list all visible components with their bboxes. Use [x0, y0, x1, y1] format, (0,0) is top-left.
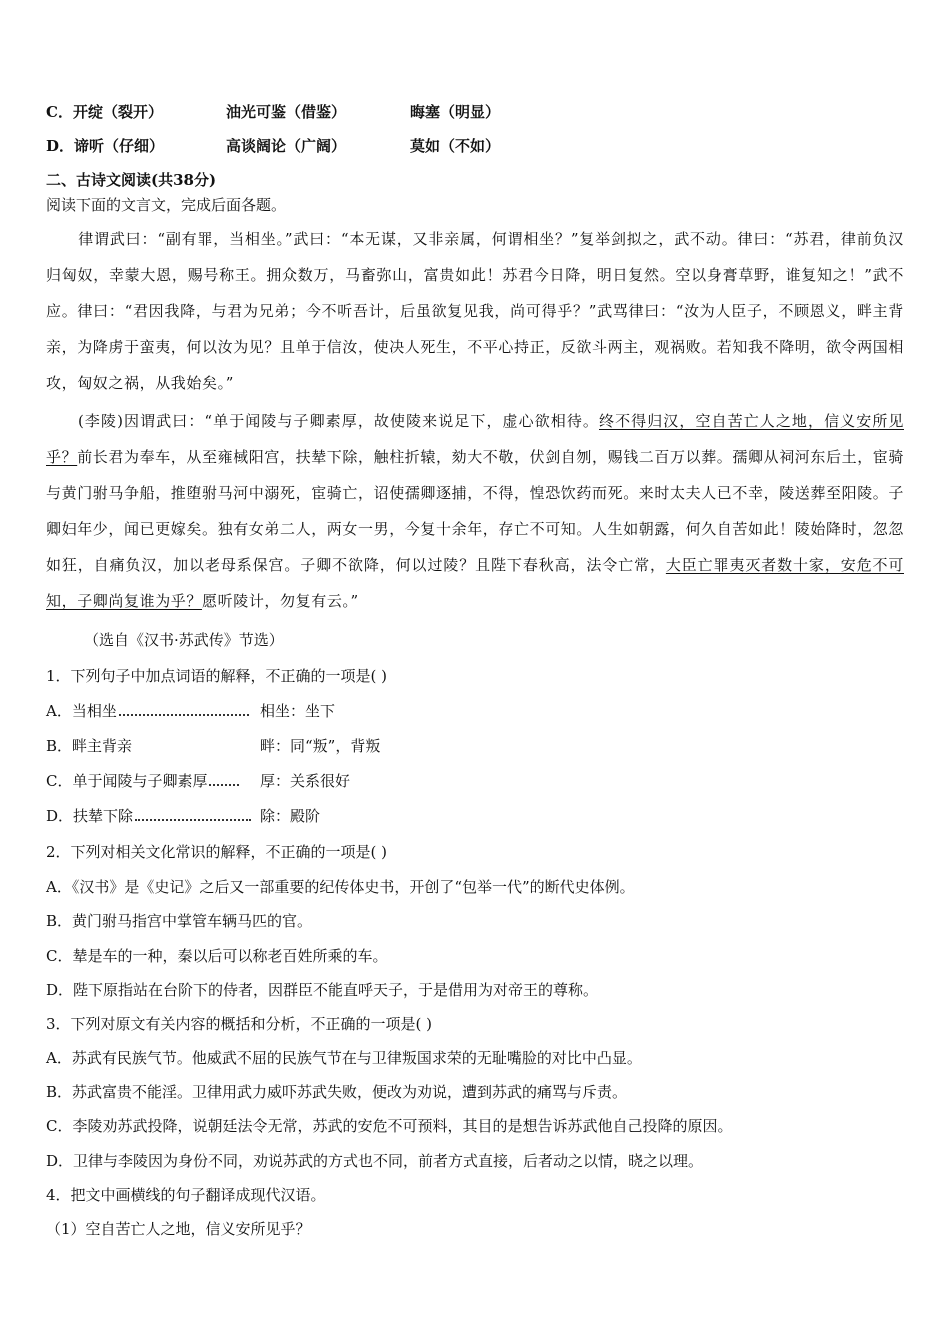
option-text: B．畔主背亲 — [46, 737, 133, 755]
question-1-option-a — [46, 701, 336, 721]
question-1-option-c — [46, 771, 351, 791]
option-key: 相坐：坐下 — [260, 702, 336, 720]
question-3-option-c: C．李陵劝苏武投降，说朝廷法令无常，苏武的安危不可预料，其目的是想告诉苏武他自己投降的原因。 — [46, 1117, 733, 1135]
option-c-word3: 晦塞（明显） — [410, 103, 501, 121]
option-key: 除：殿阶 — [260, 807, 321, 825]
question-2-option-c: C．辇是车的一种，秦以后可以称老百姓所乘的车。 — [46, 947, 388, 965]
emphasis-dots — [119, 710, 249, 716]
option-d-word1: D．谛听（仔细） — [46, 137, 165, 155]
passage-2-text-c: 愿听陵计，勿复有云。” — [202, 592, 359, 610]
emphasis-dots — [135, 815, 251, 821]
question-1-option-d — [46, 806, 321, 826]
question-2-option-a: A．《汉书》是《史记》之后又一部重要的纪传体史书，开创了“包举一代”的断代史体例。 — [46, 878, 635, 896]
question-3-option-d: D．卫律与李陵因为身份不同，劝说苏武的方式也不同，前者方式直接，后者动之以情，晓之以理。 — [46, 1152, 704, 1170]
option-text: A．当相坐 — [46, 702, 117, 720]
option-text: C．单于闻陵与子卿素厚 — [46, 772, 208, 790]
section-title: 二、古诗文阅读(共38分) — [46, 171, 217, 189]
question-2-option-d: D．陛下原指站在台阶下的侍者，因群臣不能直呼天子，于是借用为对帝王的尊称。 — [46, 981, 599, 999]
underlined-sentence-2: 大臣亡罪夷灭者数十家，安危不可知，子卿尚复谁为乎？ — [46, 556, 904, 610]
question-1-option-b — [46, 736, 381, 756]
underlined-sentence-1: 终不得归汉，空自苦亡人之地，信义安所见乎？ — [46, 412, 904, 466]
question-3-option-a: A．苏武有民族气节。他威武不屈的民族气节在与卫律叛国求荣的无耻嘴脸的对比中凸显。 — [46, 1049, 642, 1067]
option-text: D．扶辇下除 — [46, 807, 134, 825]
question-4-sub-1: （1）空自苦亡人之地，信义安所见乎？ — [46, 1220, 311, 1238]
option-c-word2: 油光可鉴（借鉴） — [226, 103, 347, 121]
emphasis-dots — [209, 780, 239, 786]
passage-2-text-a: (李陵)因谓武曰：“单于闻陵与子卿素厚，故使陵来说足下，虚心欲相待。 — [78, 412, 599, 430]
source-citation: （选自《汉书·苏武传》节选） — [84, 631, 284, 649]
instruction: 阅读下面的文言文，完成后面各题。 — [46, 196, 287, 214]
passage-2-text-b: 前长君为奉车，从至雍棫阳宫，扶辇下除，触柱折辕，劾大不敬，伏剑自刎，赐钱二百万以葬。孺卿从祠河东后土，宦骑与黄门驸马争船，推堕驸马河中溺死，宦骑亡，诏使孺卿逐捕，不得，惶恐饮药而死。来时太夫人已不幸，陵送葬至阳陵。子卿妇年少，闻已更嫁矣。独有女弟二人，两女一男，今复十余年，存亡不可知。人生如朝露，何久自苦如此！陵始降时，忽忽如狂，自痛负汉，加以老母系保宫。子卿不欲降，何以过陵？且陛下春秋高，法令亡常， — [46, 448, 905, 574]
question-3-option-b: B．苏武富贵不能淫。卫律用武力威吓苏武失败，便改为劝说，遭到苏武的痛骂与斥责。 — [46, 1083, 628, 1101]
option-c-word1: C．开绽（裂开） — [46, 103, 163, 121]
question-3-stem: 3．下列对原文有关内容的概括和分析，不正确的一项是( ) — [46, 1015, 433, 1033]
option-d-word2: 高谈阔论（广阔） — [226, 137, 347, 155]
question-2-stem: 2．下列对相关文化常识的解释，不正确的一项是( ) — [46, 843, 388, 861]
option-key: 畔：同“叛”，背叛 — [260, 737, 381, 755]
option-d-word3: 莫如（不如） — [410, 137, 501, 155]
question-4-stem: 4．把文中画横线的句子翻译成现代汉语。 — [46, 1186, 326, 1204]
question-2-option-b: B．黄门驸马指宫中掌管车辆马匹的官。 — [46, 912, 313, 930]
option-key: 厚：关系很好 — [260, 772, 351, 790]
passage-paragraph-1 — [46, 221, 904, 401]
question-1-stem: 1．下列句子中加点词语的解释，不正确的一项是( ) — [46, 667, 388, 685]
passage-paragraph-2 — [46, 403, 904, 619]
passage-1-text: 律谓武曰：“副有罪，当相坐。”武曰：“本无谋，又非亲属，何谓相坐？”复举剑拟之，武不动。律曰：“苏君，律前负汉归匈奴，幸蒙大恩，赐号称王。拥众数万，马畜弥山，富贵如此！苏君今日降，明日复然。空以身膏草野，谁复知之！”武不应。律曰：“君因我降，与君为兄弟；今不听吾计，后虽欲复见我，尚可得乎？”武骂律曰：“汝为人臣子，不顾恩义，畔主背亲，为降虏于蛮夷，何以汝为见？且单于信汝，使决人死生，不平心持正，反欲斗两主，观祸败。若知我不降明，欲令两国相攻，匈奴之祸，从我始矣。” — [46, 230, 905, 392]
